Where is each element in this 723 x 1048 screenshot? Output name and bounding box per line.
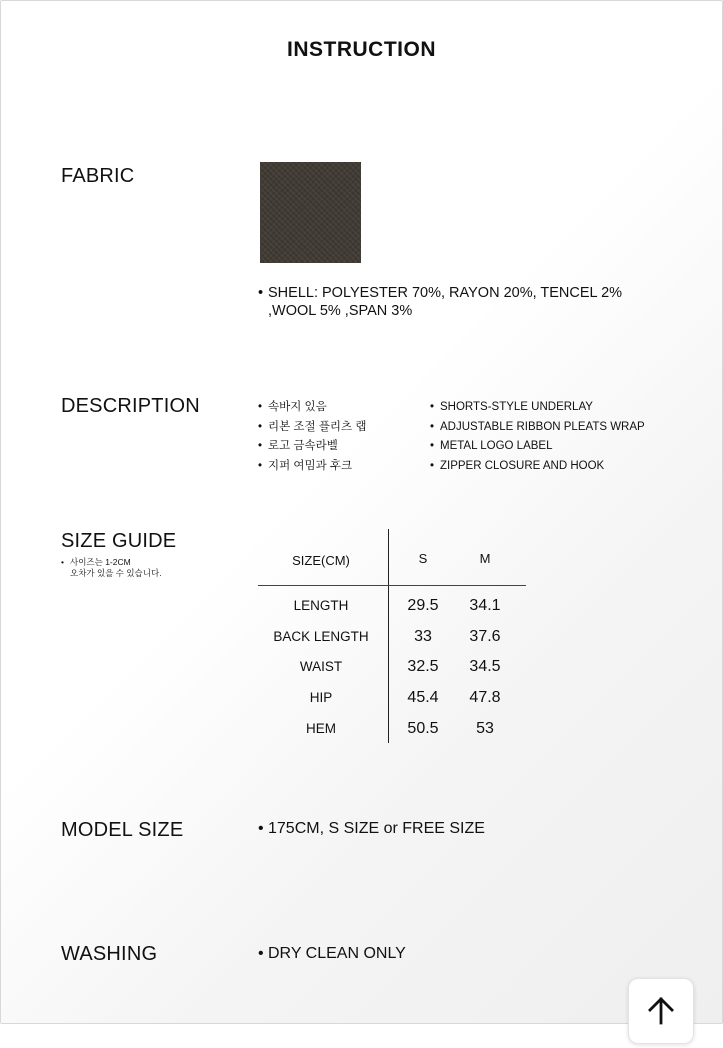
description-korean-list — [258, 398, 366, 476]
table-cell: 45.4 — [407, 689, 439, 706]
composition-line-1: SHELL: POLYESTER 70%, RAYON 20%, TENCEL 2% — [268, 285, 623, 301]
table-cell: 33 — [414, 628, 432, 645]
scroll-to-top-button[interactable] — [628, 978, 694, 1044]
table-cell: 47.8 — [469, 689, 501, 706]
list-item: • 리본 조절 플리츠 랩 — [258, 420, 367, 433]
table-row-label: HEM — [306, 721, 336, 736]
table-row-label: WAIST — [299, 659, 343, 674]
washing-heading: WASHING — [61, 943, 158, 965]
table-cell: 32.5 — [407, 658, 439, 675]
table-cell: 29.5 — [407, 597, 439, 614]
list-item: • 속바지 있음 — [258, 401, 327, 413]
composition-line-2: ,WOOL 5% ,SPAN 3% — [268, 303, 413, 319]
table-divider-vertical — [388, 529, 389, 743]
page-title: INSTRUCTION — [287, 38, 436, 61]
fabric-swatch — [260, 162, 361, 263]
list-item: • 지퍼 여밈과 후크 — [258, 459, 353, 472]
table-row-label: LENGTH — [293, 598, 349, 613]
description-english-list — [430, 398, 645, 476]
list-item: • 로고 금속라벨 — [258, 440, 338, 452]
model-size-text: • 175CM, S SIZE or FREE SIZE — [258, 820, 485, 837]
table-cell: 34.5 — [469, 658, 501, 675]
list-item: • METAL LOGO LABEL — [430, 440, 553, 452]
size-guide-heading: SIZE GUIDE — [61, 530, 177, 552]
washing-text: • DRY CLEAN ONLY — [258, 945, 406, 962]
fabric-heading: FABRIC — [61, 165, 135, 187]
table-divider-horizontal — [258, 585, 526, 586]
list-item: • ADJUSTABLE RIBBON PLEATS WRAP — [430, 420, 645, 433]
fabric-composition — [258, 284, 658, 320]
list-item: • SHORTS-STYLE UNDERLAY — [430, 401, 593, 413]
bullet: • — [258, 285, 264, 301]
description-heading: DESCRIPTION — [61, 395, 200, 417]
table-cell: 53 — [476, 720, 494, 737]
table-cell: 34.1 — [469, 597, 501, 614]
table-row-label: BACK LENGTH — [273, 629, 369, 644]
size-header-m: M — [479, 551, 491, 566]
table-row-label: HIP — [309, 690, 333, 705]
size-note: • 사이즈는 1-2CM 오차가 있을 수 있습니다. — [61, 557, 162, 578]
model-size-heading: MODEL SIZE — [61, 819, 184, 841]
size-header-s: S — [418, 551, 428, 566]
table-cell: 37.6 — [469, 628, 501, 645]
arrow-up-icon — [629, 979, 693, 1043]
list-item: • ZIPPER CLOSURE AND HOOK — [430, 459, 605, 472]
table-cell: 50.5 — [407, 720, 439, 737]
size-header-label: SIZE(CM) — [292, 553, 350, 568]
